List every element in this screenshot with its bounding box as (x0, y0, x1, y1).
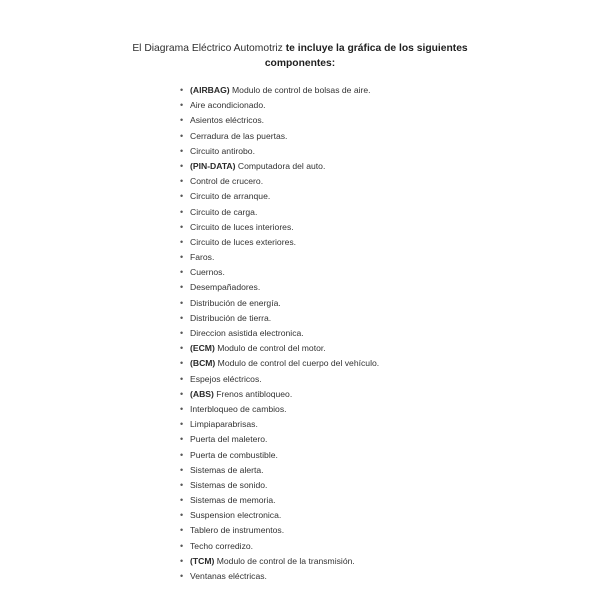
component-text: Sistemas de alerta. (190, 464, 264, 475)
bullet-icon: • (180, 358, 184, 369)
bullet-icon: • (180, 176, 184, 187)
list-item (169, 463, 379, 478)
list-item (169, 478, 379, 493)
component-text: Circuito de carga. (190, 206, 258, 217)
component-text: Suspension electronica. (190, 510, 282, 521)
component-code: (PIN-DATA) (190, 160, 236, 171)
list-item (169, 508, 379, 523)
bullet-icon: • (180, 479, 184, 490)
bullet-icon: • (180, 100, 184, 111)
bullet-icon: • (180, 343, 184, 354)
component-text: Distribución de energía. (190, 297, 281, 308)
list-item (169, 83, 379, 98)
bullet-icon: • (180, 373, 184, 384)
list-item (169, 113, 379, 128)
list-item (169, 280, 379, 295)
component-text: Control de crucero. (190, 176, 264, 187)
component-code: (ECM) (190, 343, 215, 354)
component-text: Sistemas de sonido. (190, 479, 268, 490)
bullet-icon: • (180, 221, 184, 232)
component-text: Techo corredizo. (190, 540, 254, 551)
bullet-icon: • (180, 449, 184, 460)
list-item (169, 98, 379, 113)
component-text: Circuito de luces exteriores. (190, 236, 297, 247)
bullet-icon: • (180, 85, 184, 95)
component-text: Cerradura de las puertas. (190, 130, 288, 141)
list-item (169, 448, 379, 463)
component-text: Cuernos. (190, 267, 225, 278)
component-text: Interbloqueo de cambios. (190, 403, 287, 414)
list-item (169, 387, 379, 402)
component-text: Circuito de luces interiores. (190, 221, 294, 232)
bullet-icon: • (180, 495, 184, 506)
bullet-icon: • (180, 206, 184, 217)
component-text: Circuito antirobo. (190, 145, 255, 156)
list-item (169, 569, 379, 584)
bullet-icon: • (180, 160, 184, 171)
intro-line-1 (0, 41, 600, 56)
component-text: Computadora del auto. (235, 160, 326, 171)
component-list (169, 83, 379, 584)
list-item (169, 523, 379, 538)
component-text: Circuito de arranque. (190, 191, 271, 202)
component-text: Sistemas de memoria. (190, 495, 276, 506)
component-text: Modulo de control del cuerpo del vehículo. (215, 358, 380, 369)
component-text: Modulo de control de bolsas de aire. (229, 85, 371, 95)
bullet-icon: • (180, 388, 184, 399)
component-text: Modulo de control del motor. (214, 343, 326, 354)
list-item (169, 554, 379, 569)
component-code: (AIRBAG) (190, 85, 230, 95)
bullet-icon: • (180, 312, 184, 323)
list-item (169, 235, 379, 250)
list-item (169, 159, 379, 174)
component-text: Tablero de instrumentos. (190, 525, 285, 536)
component-text: Asientos eléctricos. (190, 115, 265, 126)
component-text: Modulo de control de la transmisión. (214, 555, 355, 566)
bullet-icon: • (180, 115, 184, 126)
component-text: Ventanas eléctricas. (190, 571, 267, 581)
bullet-icon: • (180, 555, 184, 566)
list-item (169, 402, 379, 417)
component-text: Frenos antibloqueo. (213, 388, 293, 399)
bullet-icon: • (180, 328, 184, 338)
bullet-icon: • (180, 282, 184, 293)
component-code: (BCM) (190, 358, 216, 369)
bullet-icon: • (180, 571, 184, 581)
list-item (169, 326, 379, 341)
list-item (169, 220, 379, 235)
list-item (169, 189, 379, 204)
intro-line-2: componentes: (264, 58, 336, 69)
bullet-icon: • (180, 434, 184, 445)
bullet-icon: • (180, 510, 184, 521)
bullet-icon: • (180, 236, 184, 247)
bullet-icon: • (180, 419, 184, 430)
bullet-icon: • (180, 403, 184, 414)
component-text: Puerta de combustible. (190, 449, 278, 460)
list-item (169, 417, 379, 432)
bullet-icon: • (180, 267, 184, 278)
intro-bold-text: te incluye la gráfica de los siguientes (285, 43, 468, 54)
list-item (169, 432, 379, 447)
component-code: (ABS) (190, 388, 214, 399)
intro-heading (0, 41, 600, 71)
component-text: Puerta del maletero. (190, 434, 268, 445)
list-item (169, 174, 379, 189)
bullet-icon: • (180, 130, 184, 141)
component-text: Desempañadores. (190, 282, 261, 293)
list-item (169, 341, 379, 356)
component-text: Aire acondicionado. (190, 100, 266, 111)
component-text: Espejos eléctricos. (190, 373, 262, 384)
list-item (169, 205, 379, 220)
bullet-icon: • (180, 297, 184, 308)
bullet-icon: • (180, 145, 184, 156)
intro-regular-text: El Diagrama Eléctrico Automotriz (132, 43, 286, 54)
list-item (169, 311, 379, 326)
bullet-icon: • (180, 252, 184, 263)
list-item (169, 539, 379, 554)
bullet-icon: • (180, 464, 184, 475)
component-text: Direccion asistida electronica. (190, 328, 304, 338)
component-text: Distribución de tierra. (190, 312, 272, 323)
list-item (169, 493, 379, 508)
list-item (169, 129, 379, 144)
list-item (169, 296, 379, 311)
component-text: Limpiaparabrisas. (190, 419, 258, 430)
component-code: (TCM) (190, 555, 215, 566)
component-text: Faros. (190, 252, 215, 263)
list-item (169, 265, 379, 280)
list-item (169, 356, 379, 371)
bullet-icon: • (180, 540, 184, 551)
list-item (169, 372, 379, 387)
bullet-icon: • (180, 525, 184, 536)
list-item (169, 144, 379, 159)
bullet-icon: • (180, 191, 184, 202)
list-item (169, 250, 379, 265)
